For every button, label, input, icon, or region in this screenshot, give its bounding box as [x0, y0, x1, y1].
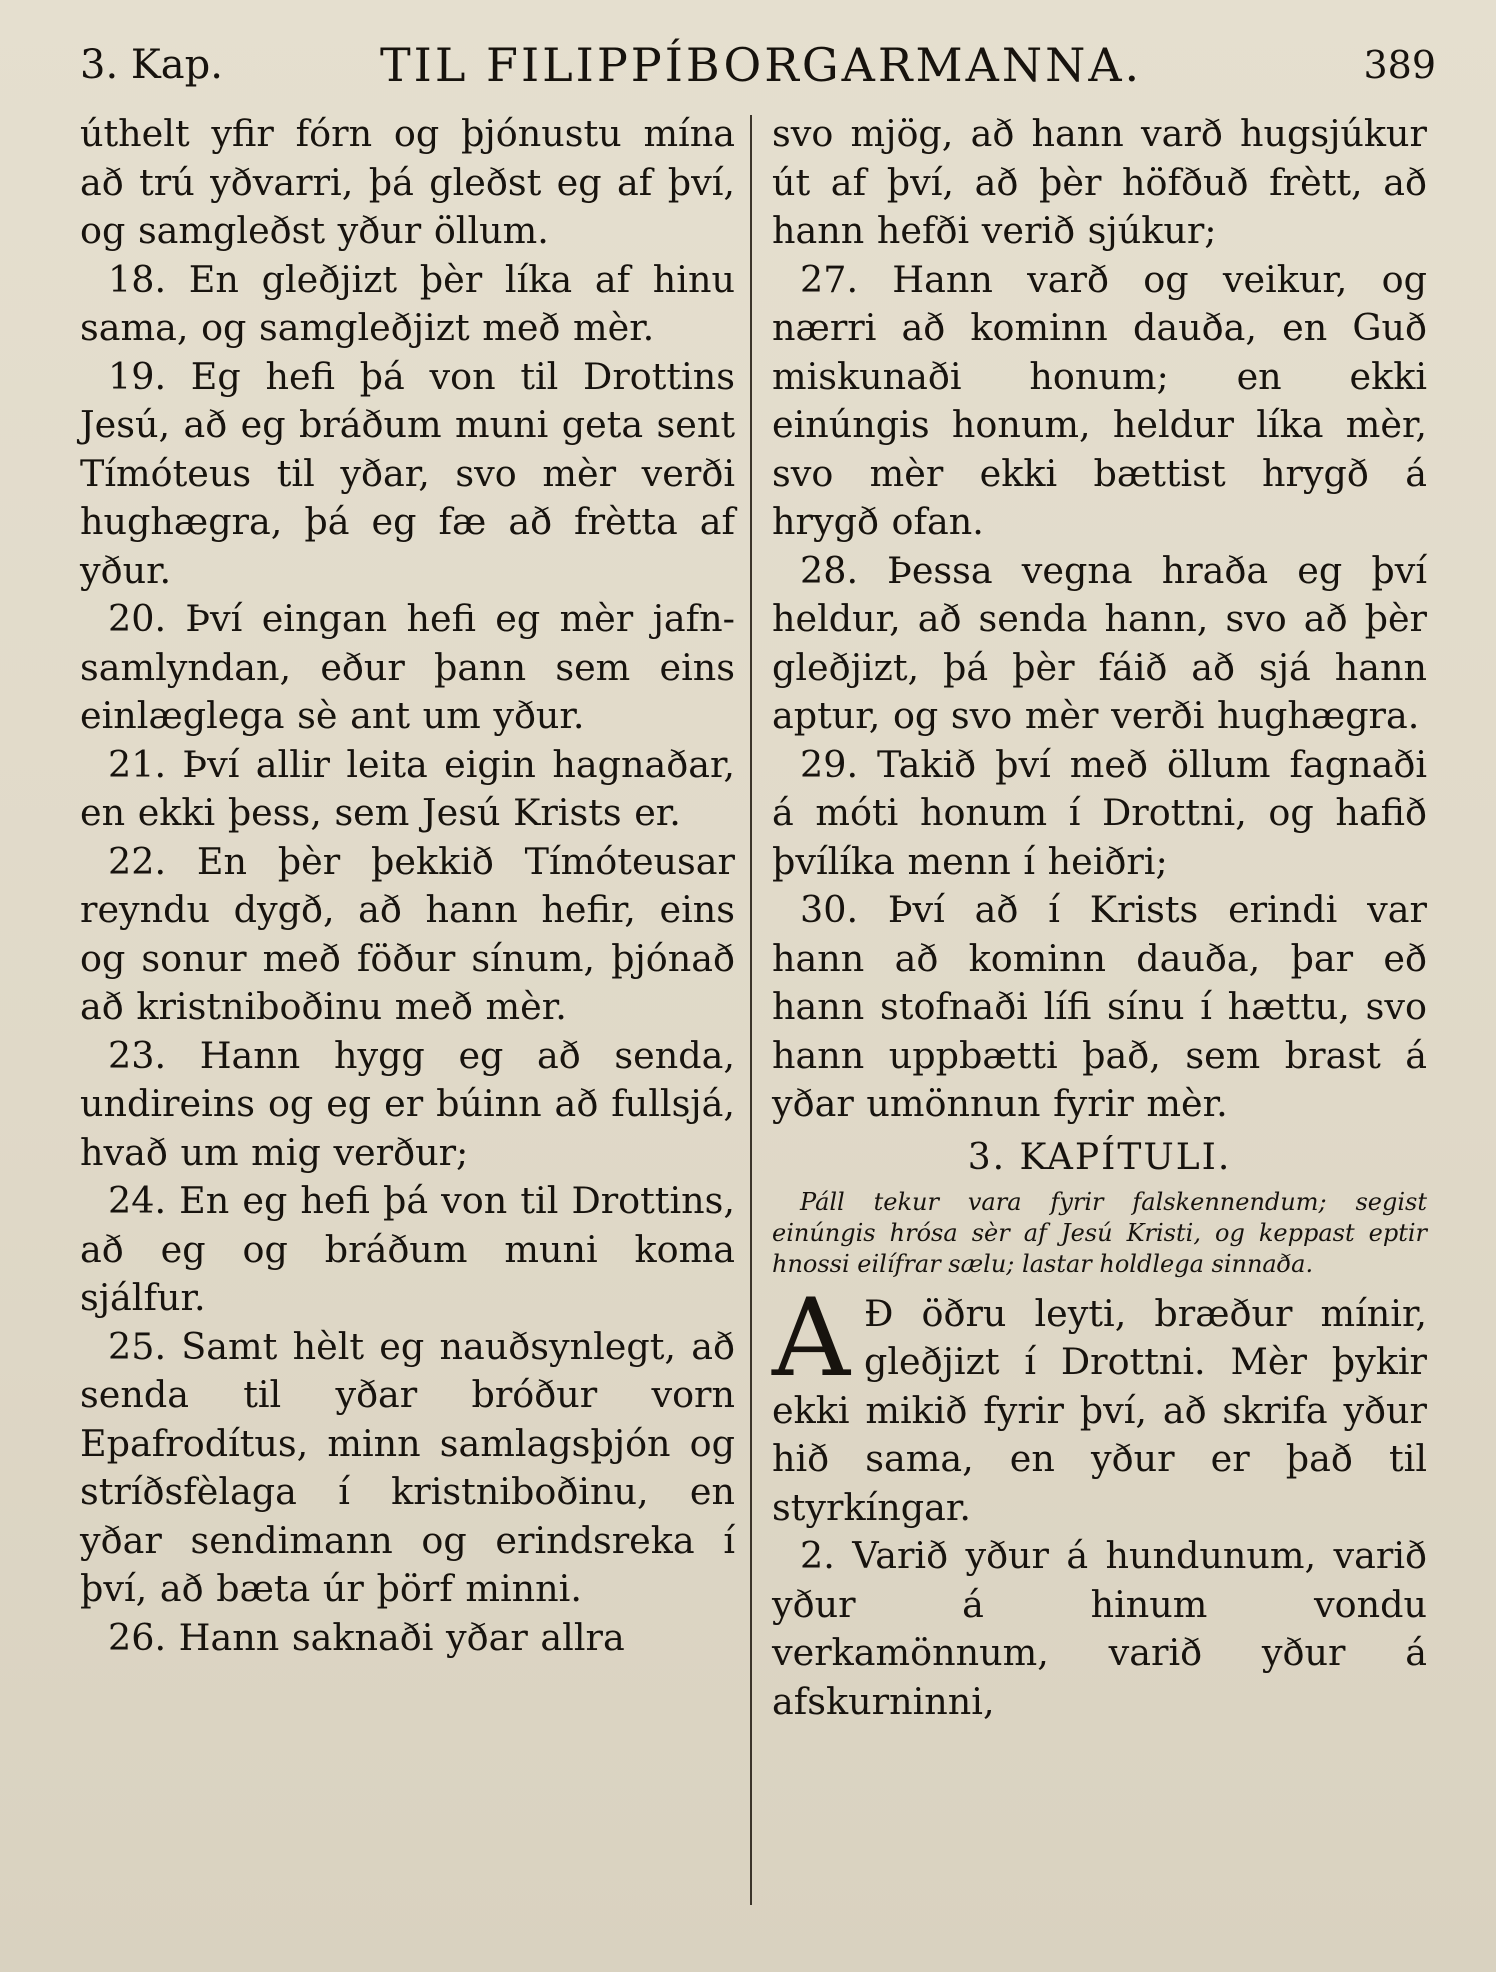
verse-22: 22. En þèr þekkið Tímóteusar reyndu dygð, að hann hefir, eins og sonur með föður sínum, þjónað að kristniboðinu með mèr. — [80, 839, 735, 1028]
verse-18: 18. En gleðjizt þèr líka af hinu sama, og samgleðjizt með mèr. — [80, 257, 735, 349]
verse-30: 30. Því að í Krists erindi var hann að kominn dauða, þar eð hann stofnaði lífi sínu í hættu, svo hann uppbætti það, sem brast á yðar umönnun fyrir mèr. — [772, 888, 1427, 1125]
verse-26: 26. Hann saknaði yðar allra — [108, 1615, 625, 1659]
verse-29: 29. Takið því með öllum fagnaði á móti honum í Drottni, og hafið þvílíka menn í heiðri; — [772, 742, 1427, 883]
verse-23: 23. Hann hygg eg að senda, undireins og eg er búinn að fullsjá, hvað um mig verður; — [80, 1033, 735, 1174]
header-chapter-label: 3. Kap. — [80, 42, 223, 88]
verse-26-continuation: svo mjög, að hann varð hugsjúkur út af því, að þèr höfðuð frètt, að hann hefði verið sjúkur; — [772, 112, 1427, 252]
page-number: 389 — [1363, 43, 1436, 87]
verse-continuation: úthelt yfir fórn og þjónustu mína að trú yðvarri, þá gleðst eg af því, og samgleðst yður öllum. — [80, 112, 735, 252]
verse-28: 28. Þessa vegna hraða eg því heldur, að senda hann, svo að þèr gleðjizt, þá þèr fáið að sjá hann aptur, og svo mèr verði hughægra. — [772, 548, 1427, 737]
verse-19: 19. Eg hefi þá von til Drottins Jesú, að eg bráðum muni geta sent Tímóteus til yðar, svo mèr verði hughægra, þá eg fæ að frètta af yður. — [80, 354, 735, 592]
verse-24: 24. En eg hefi þá von til Drottins, að eg og bráðum muni koma sjálfur. — [80, 1179, 735, 1319]
verse-25: 25. Samt hèlt eg nauðsynlegt, að senda til yðar bróður vorn Epafrodítus, minn samlagsþjón og stríðsfèlaga í kristniboðinu, en yðar sendimann og erindsreka í því, að bæta úr þörf minni. — [80, 1324, 735, 1610]
verse-27: 27. Hann varð og veikur, og nærri að kominn dauða, en Guð miskunaði honum; en ekki einúngis honum, heldur líka mèr, svo mèr ekki bættist hrygð á hrygð ofan. — [772, 257, 1427, 543]
header-book-title: TIL FILIPPÍBORGARMANNA. — [380, 38, 1143, 92]
chapter-summary: Páll tekur vara fyrir falskennendum; segist einúngis hrósa sèr af Jesú Kristi, og keppast eptir hnossi eilífrar sælu; lastar holdlega sinnaða. — [772, 1187, 1427, 1278]
verse-21: 21. Því allir leita eigin hagnaðar, en ekki þess, sem Jesú Krists er. — [80, 742, 735, 834]
chapter-3-verse-1 — [772, 1275, 1427, 1533]
verse-20: 20. Því eingan hefi eg mèr jafn-samlyndan, eður þann sem eins einlæglega sè ant um yður. — [80, 597, 735, 737]
running-header — [0, 30, 1496, 100]
chapter-heading: 3. KAPÍTULI. — [967, 1136, 1232, 1178]
left-column — [80, 110, 735, 1662]
column-divider — [750, 115, 752, 1905]
chapter-3-verse-2: 2. Varið yður á hundunum, varið yður á hinum vondu verkamönnum, varið yður á afskurninni, — [772, 1534, 1427, 1723]
right-column — [772, 110, 1427, 1726]
drop-cap: A — [772, 1275, 850, 1401]
verse-1-text: Ð öðru leyti, bræður mínir, gleðjizt í Drottni. Mèr þykir ekki mikið fyrir því, að skrifa yður hið sama, en yður er það til styrkíngar. — [772, 1291, 1427, 1529]
